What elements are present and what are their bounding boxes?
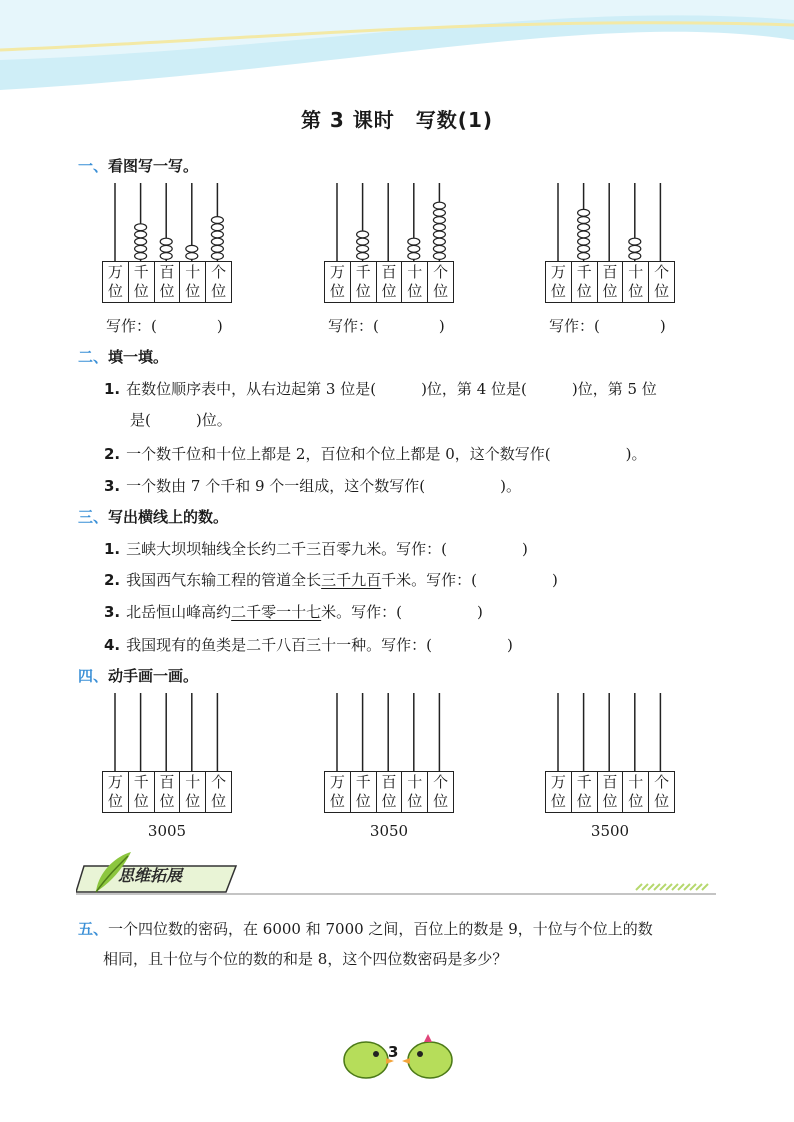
abacus-bead (160, 245, 172, 252)
section-4-heading (78, 665, 198, 686)
place-value-label: 个 位 (654, 773, 670, 810)
draw-abacus-1 (102, 693, 232, 821)
place-value-label: 万 位 (103, 262, 129, 302)
question-number: 1. (104, 540, 121, 558)
section-5-number: 五、 (78, 920, 109, 938)
place-value-label: 百 位 (155, 262, 181, 302)
abacus-bead (135, 245, 147, 252)
abacus-bead (135, 253, 147, 260)
question-text: 我国现有的鱼类是 (126, 636, 247, 654)
section-3-title: 写出横线上的数。 (108, 508, 229, 526)
abacus-bead (211, 238, 223, 245)
place-value-label: 千 位 (572, 772, 598, 812)
write-answer-blank[interactable]: 写作：( ) (106, 317, 223, 335)
question-number: 3. (104, 603, 121, 621)
question-number: 3. (104, 477, 121, 495)
question-text: 一个数由 7 个千和 9 个一组成，这个数写作( )。 (126, 477, 522, 495)
abacus-bead (578, 224, 590, 231)
abacus-bead (135, 224, 147, 231)
section-3-number: 三、 (78, 508, 109, 526)
abacus-bead (433, 231, 445, 238)
place-value-label: 万 位 (546, 772, 572, 812)
abacus-bead (433, 209, 445, 216)
page-number: 3 (388, 1043, 399, 1061)
abacus-bead (578, 231, 590, 238)
abacus-bead (186, 253, 198, 260)
abacus-bead (578, 245, 590, 252)
place-value-label: 百 位 (377, 262, 403, 302)
place-value-label: 个 位 (654, 263, 670, 300)
place-value-label: 十 位 (402, 772, 428, 812)
question-text-underlined: 二千八百三十一 (246, 636, 352, 654)
question-5 (78, 914, 718, 974)
place-value-labels (545, 261, 675, 303)
place-value-label: 十 位 (623, 772, 649, 812)
banner-title: 思维拓展 (118, 866, 183, 885)
abacus-bead (629, 238, 641, 245)
abacus-bead (211, 217, 223, 224)
abacus-bead (135, 231, 147, 238)
question-3-4 (104, 634, 513, 655)
question-text: 三峡大坝坝轴线全长约 (126, 540, 277, 558)
read-abacus-2 (324, 183, 454, 311)
section-2-number: 二、 (78, 348, 109, 366)
question-text: 一个四位数的密码，在 6000 和 7000 之间，百位上的数是 9，十位与个位上的数 (108, 920, 653, 938)
place-value-labels (324, 771, 454, 813)
place-value-label: 百 位 (377, 772, 403, 812)
question-text: 北岳恒山峰高约 (126, 603, 232, 621)
place-value-label: 万 位 (325, 772, 351, 812)
place-value-label: 百 位 (598, 262, 624, 302)
question-text-underlined: 三千九百 (321, 571, 382, 589)
place-value-label: 千 位 (572, 262, 598, 302)
abacus-bead (211, 245, 223, 252)
abacus-bead (357, 245, 369, 252)
abacus-bead (408, 253, 420, 260)
question-number: 4. (104, 636, 121, 654)
question-text: 在数位顺序表中，从右边起第 3 位是( )位，第 4 位是( )位，第 5 位 (126, 380, 657, 398)
section-1-heading (78, 155, 198, 176)
place-value-label: 十 位 (180, 772, 206, 812)
abacus-bead (357, 231, 369, 238)
abacus-bead (629, 245, 641, 252)
question-answer-blank: 千米。写作：( ) (381, 571, 558, 589)
draw-abacus-3 (545, 693, 675, 821)
place-value-label: 十 位 (180, 262, 206, 302)
place-value-label: 万 位 (103, 772, 129, 812)
write-answer-blank[interactable]: 写作：( ) (549, 317, 666, 335)
question-number: 2. (104, 571, 121, 589)
target-number: 3005 (147, 822, 187, 840)
abacus-bead (160, 238, 172, 245)
question-text: 我国西气东输工程的管道全长 (126, 571, 322, 589)
question-2-1-cont: 是( )位。 (130, 411, 232, 429)
target-number: 3050 (369, 822, 409, 840)
target-number: 3500 (590, 822, 630, 840)
question-number: 2. (104, 445, 121, 463)
abacus-bead (408, 245, 420, 252)
place-value-labels (324, 261, 454, 303)
place-value-labels (102, 771, 232, 813)
question-3-3 (104, 601, 483, 622)
question-number: 1. (104, 380, 121, 398)
abacus-bead (578, 253, 590, 260)
abacus-bead (433, 202, 445, 209)
abacus-bead (433, 238, 445, 245)
abacus-bead (186, 245, 198, 252)
place-value-label: 个 位 (433, 773, 449, 810)
place-value-label: 千 位 (129, 262, 155, 302)
place-value-label: 万 位 (546, 262, 572, 302)
abacus-bead (578, 209, 590, 216)
place-value-label: 个 位 (211, 773, 227, 810)
abacus-bead (357, 253, 369, 260)
abacus-bead (433, 245, 445, 252)
place-value-label: 个 位 (211, 263, 227, 300)
read-abacus-3 (545, 183, 675, 311)
question-2-2 (104, 443, 646, 464)
abacus-bead (433, 253, 445, 260)
question-2-3 (104, 475, 521, 496)
section-1-number: 一、 (78, 157, 109, 175)
place-value-label: 千 位 (351, 262, 377, 302)
place-value-label: 十 位 (402, 262, 428, 302)
page-title: 第 3 课时 写数(1) (300, 108, 494, 132)
question-text-underlined: 二千三百零九 (276, 540, 367, 558)
question-answer-blank: 米。写作：( ) (321, 603, 483, 621)
section-4-title: 动手画一画。 (108, 667, 199, 685)
abacus-bead (578, 238, 590, 245)
question-text: 一个数千位和十位上都是 2，百位和个位上都是 0，这个数写作( )。 (126, 445, 647, 463)
abacus-bead (211, 231, 223, 238)
question-3-1 (104, 538, 528, 559)
section-3-heading (78, 506, 228, 527)
abacus-bead (211, 253, 223, 260)
abacus-bead (160, 253, 172, 260)
place-value-label: 十 位 (623, 262, 649, 302)
question-text-cont: 相同，且十位与个位的数的和是 8，这个四位数密码是多少？ (103, 950, 508, 968)
place-value-label: 千 位 (351, 772, 377, 812)
question-2-1 (104, 378, 657, 399)
place-value-label: 百 位 (155, 772, 181, 812)
abacus-bead (578, 217, 590, 224)
place-value-labels (545, 771, 675, 813)
question-answer-blank: 种。写作：( ) (351, 636, 513, 654)
place-value-label: 千 位 (129, 772, 155, 812)
section-2-title: 填一填。 (108, 348, 169, 366)
abacus-bead (433, 224, 445, 231)
question-answer-blank: 米。写作：( ) (366, 540, 528, 558)
question-3-2 (104, 569, 558, 590)
abacus-bead (433, 217, 445, 224)
read-abacus-1 (102, 183, 232, 311)
place-value-label: 百 位 (598, 772, 624, 812)
header-wave-decoration (0, 0, 794, 95)
abacus-bead (357, 238, 369, 245)
abacus-bead (135, 238, 147, 245)
draw-abacus-2 (324, 693, 454, 821)
place-value-label: 个 位 (433, 263, 449, 300)
write-answer-blank[interactable]: 写作：( ) (328, 317, 445, 335)
abacus-bead (629, 253, 641, 260)
place-value-label: 万 位 (325, 262, 351, 302)
abacus-bead (211, 224, 223, 231)
abacus-bead (408, 238, 420, 245)
section-2-heading (78, 346, 168, 367)
question-text-underlined: 二千零一十七 (231, 603, 322, 621)
place-value-labels (102, 261, 232, 303)
section-4-number: 四、 (78, 667, 109, 685)
section-1-title: 看图写一写。 (108, 157, 199, 175)
